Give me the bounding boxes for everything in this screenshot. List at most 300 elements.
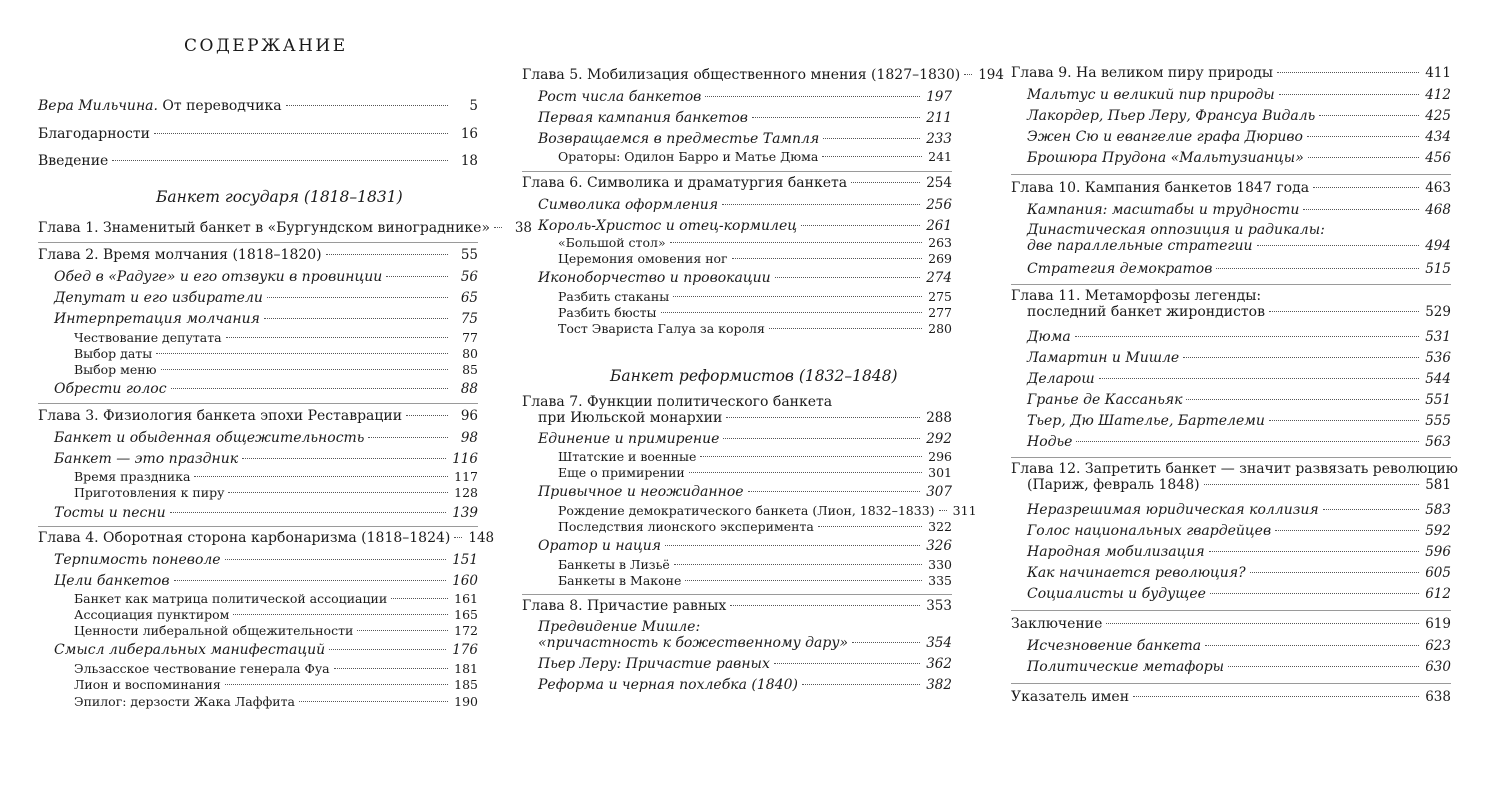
subsection-entry[interactable] [38, 677, 478, 692]
toc-entry-label: Неразрешимая юридическая коллизия [1027, 502, 1319, 518]
dot-leader [264, 318, 448, 319]
toc-entry-label: Смысл либеральных манифестаций [54, 642, 326, 658]
subsection-entry[interactable] [522, 251, 952, 266]
toc-page-number: 80 [462, 346, 478, 361]
chapter-entry[interactable] [1011, 180, 1451, 196]
toc-page-number: 531 [1425, 329, 1451, 345]
chapter-entry[interactable] [38, 408, 478, 424]
section-entry[interactable] [522, 270, 952, 286]
toc-entry-label: Тосты и песни [54, 505, 166, 521]
dot-leader [823, 138, 920, 139]
dot-leader [1279, 94, 1420, 95]
toc-entry-label: Брошюра Прудона «Мальтузианцы» [1027, 150, 1304, 166]
toc-entry-label: Пьер Леру: Причастие равных [538, 656, 770, 672]
dot-leader [769, 328, 922, 329]
toc-entry-label: Король-Христос и отец-кормилец [538, 218, 797, 234]
subsection-entry[interactable] [38, 469, 478, 484]
dot-leader [1183, 357, 1419, 358]
chapter-entry[interactable] [38, 247, 478, 263]
toc-page-number: 412 [1425, 87, 1451, 103]
dot-leader [674, 564, 922, 565]
toc-page-number: 335 [928, 573, 952, 588]
divider [1011, 610, 1451, 611]
subsection-entry[interactable] [38, 607, 478, 622]
section-entry[interactable] [38, 505, 478, 521]
toc-page-number: 411 [1425, 65, 1451, 81]
dot-leader [748, 491, 921, 492]
chapter-entry[interactable] [1011, 65, 1451, 81]
toc-entry-label: Церемония омовения ног [558, 251, 728, 266]
divider [38, 242, 478, 243]
subsection-entry[interactable] [522, 557, 952, 572]
toc-page-number: 468 [1425, 202, 1451, 218]
toc-entry-label: Стратегия демократов [1027, 261, 1213, 277]
toc-entry-label: От переводчика [157, 98, 282, 114]
section-entry[interactable] [1011, 129, 1451, 145]
toc-entry-label: Социалисты и будущее [1027, 586, 1206, 602]
section-entry[interactable] [1011, 544, 1451, 560]
dot-leader [326, 254, 448, 255]
toc-entry[interactable] [38, 126, 478, 142]
toc-page-number: 296 [928, 449, 952, 464]
toc-page-number: 382 [926, 677, 952, 693]
dot-leader [1075, 336, 1420, 337]
divider [38, 403, 478, 404]
toc-entry-label: Мальтус и великий пир природы [1027, 87, 1275, 103]
dot-leader [174, 580, 447, 581]
section-entry[interactable] [38, 642, 478, 658]
toc-entry-label: Рост числа банкетов [538, 89, 702, 105]
toc-entry-label: Тост Эвариста Галуа за короля [558, 321, 765, 336]
toc-entry-label: Глава 10. Кампания банкетов 1847 года [1011, 180, 1310, 196]
toc-entry-label: Глава 5. Мобилизация общественного мнения (1827–1830) [522, 67, 961, 83]
toc-entry-label: Банкет как матрица политической ассоциации [74, 591, 388, 606]
chapter-entry[interactable] [1011, 689, 1451, 705]
dot-leader [801, 225, 920, 226]
dot-leader [242, 458, 446, 459]
toc-page-number: 263 [928, 235, 952, 250]
toc-page-number: 96 [460, 408, 478, 424]
section-entry[interactable] [38, 451, 478, 467]
section-entry[interactable] [522, 89, 952, 105]
divider [522, 171, 952, 172]
toc-entry-label-continued: последний банкет жирондистов [1027, 304, 1265, 320]
subsection-entry[interactable] [38, 591, 478, 606]
chapter-entry[interactable] [1011, 288, 1451, 320]
section-entry[interactable] [1011, 202, 1451, 218]
section-entry[interactable] [522, 431, 952, 447]
toc-page-number: 605 [1425, 565, 1451, 581]
chapter-entry[interactable] [1011, 461, 1458, 493]
toc-entry-label: Исчезновение банкета [1027, 638, 1202, 654]
dot-leader [1204, 484, 1420, 485]
dot-leader [852, 642, 920, 643]
toc-page-number: 211 [926, 110, 952, 126]
toc-entry-label: Выбор меню [74, 362, 157, 377]
toc-page-number: 233 [926, 131, 952, 147]
toc-entry-label: Цели банкетов [54, 573, 170, 589]
toc-page-number: 128 [454, 485, 478, 500]
toc-page-number: 623 [1425, 638, 1451, 654]
chapter-entry[interactable] [1011, 616, 1451, 632]
toc-page-number: 85 [462, 362, 478, 377]
section-entry[interactable] [1011, 413, 1451, 429]
toc-entry-label: Возвращаемся в предместье Тампля [538, 131, 820, 147]
chapter-entry[interactable] [522, 394, 952, 426]
toc-entry-label: Заключение [1011, 616, 1103, 632]
dot-leader [1275, 530, 1419, 531]
toc-entry-label: Депутат и его избиратели [54, 290, 263, 306]
section-entry[interactable] [522, 218, 952, 234]
toc-page-number: 261 [926, 218, 952, 234]
toc-page-number: 38 [514, 220, 533, 236]
part-title: Банкет реформистов (1832–1848) [610, 367, 898, 385]
dot-leader [939, 510, 947, 511]
section-entry[interactable] [1011, 87, 1451, 103]
toc-page-number: 456 [1425, 150, 1451, 166]
section-entry[interactable] [1011, 108, 1451, 124]
toc-page-number: 536 [1425, 350, 1451, 366]
dot-leader [685, 580, 922, 581]
dot-leader [1303, 209, 1419, 210]
subsection-entry[interactable] [522, 149, 952, 164]
dot-leader [368, 437, 448, 438]
dot-leader [822, 156, 922, 157]
toc-entry-label: Глава 4. Оборотная сторона карбонаризма (1818–1824) [38, 530, 451, 546]
toc-page-number: 56 [460, 269, 478, 285]
subsection-entry[interactable] [38, 485, 478, 500]
dot-leader [494, 227, 502, 228]
toc-entry-label: Эльзасское чествование генерала Фуа [74, 661, 330, 676]
dot-leader [1313, 187, 1419, 188]
dot-leader [286, 105, 448, 106]
dot-leader [1319, 115, 1419, 116]
toc-page-number: 139 [452, 505, 478, 521]
toc-entry-label: Глава 1. Знаменитый банкет в «Бургундском винограднике» [38, 220, 491, 236]
dot-leader [156, 353, 448, 354]
dot-leader [225, 684, 448, 685]
dot-leader [661, 312, 922, 313]
toc-entry-label: Еще о примирении [558, 465, 685, 480]
toc-entry-label: Ораторы: Одилон Барро и Матье Дюма [558, 149, 819, 164]
dot-leader [1269, 420, 1419, 421]
toc-page-number: 596 [1425, 544, 1451, 560]
toc-entry-label: Политические метафоры [1027, 659, 1225, 675]
toc-page-number: 75 [460, 311, 478, 327]
toc-page-number: 311 [952, 503, 977, 518]
toc-entry-label: Голос национальных гвардейцев [1027, 523, 1272, 539]
subsection-entry[interactable] [38, 623, 478, 638]
toc-page-number: 190 [454, 694, 478, 709]
dot-leader [225, 559, 447, 560]
dot-leader [171, 388, 448, 389]
toc-entry-label-continued: (Париж, февраль 1848) [1027, 477, 1200, 493]
dot-leader [851, 182, 920, 183]
toc-entry-label-continued: две параллельные стратегии [1027, 238, 1253, 254]
toc-entry-label: «Большой стол» [558, 235, 666, 250]
dot-leader [391, 598, 448, 599]
toc-entry-label: Народная мобилизация [1027, 544, 1205, 560]
toc-page-number: 241 [928, 149, 952, 164]
dot-leader [723, 438, 920, 439]
toc-entry-label: Банкет — это праздник [54, 451, 239, 467]
section-entry[interactable] [1011, 523, 1451, 539]
section-entry[interactable] [38, 290, 478, 306]
toc-page-number: 292 [926, 431, 952, 447]
toc-entry-label: Терпимость поневоле [54, 552, 221, 568]
toc-entry-label: Чествование депутата [74, 330, 222, 345]
toc-entry-label: Как начинается революция? [1027, 565, 1246, 581]
toc-entry-label: Обед в «Радуге» и его отзвуки в провинции [54, 269, 383, 285]
section-entry[interactable] [1011, 371, 1451, 387]
toc-entry-label: Деларош [1027, 371, 1095, 387]
part-title: Банкет государя (1818–1831) [156, 188, 403, 206]
toc-page-number: 362 [926, 656, 952, 672]
page-title: СОДЕРЖАНИЕ [184, 36, 348, 56]
toc-entry-label: Эпилог: дерзости Жака Лаффита [74, 694, 295, 709]
section-entry[interactable] [1011, 329, 1451, 345]
subsection-entry[interactable] [522, 573, 952, 588]
dot-leader [1277, 72, 1419, 73]
section-entry[interactable] [522, 656, 952, 672]
toc-page-number: 116 [452, 451, 478, 467]
toc-entry-label: Гранье де Кассаньяк [1027, 392, 1183, 408]
section-entry[interactable] [522, 538, 952, 554]
dot-leader [154, 133, 448, 134]
toc-page-number: 619 [1425, 616, 1451, 632]
toc-page-number: 563 [1425, 434, 1451, 450]
subsection-entry[interactable] [38, 330, 478, 345]
toc-entry-label: Глава 3. Физиология банкета эпохи Реставрации [38, 408, 403, 424]
section-entry[interactable] [522, 484, 952, 500]
divider [1011, 174, 1451, 175]
dot-leader [267, 297, 448, 298]
section-entry[interactable] [38, 573, 478, 589]
dot-leader [1228, 666, 1419, 667]
section-entry[interactable] [38, 552, 478, 568]
toc-entry-label-continued: при Июльской монархии [538, 410, 723, 426]
toc-page-number: 583 [1425, 502, 1451, 518]
dot-leader [357, 630, 448, 631]
toc-page-number: 463 [1425, 180, 1451, 196]
author-name: Вера Мильчина. [38, 98, 158, 114]
section-entry[interactable] [522, 110, 952, 126]
toc-page-number: 322 [928, 519, 952, 534]
toc-entry-label: Разбить бюсты [558, 305, 657, 320]
toc-entry-label-continued: «причастность к божественному дару» [538, 635, 849, 651]
toc-page-number: 529 [1425, 304, 1451, 320]
toc-page-number: 280 [928, 321, 952, 336]
subsection-entry[interactable] [522, 289, 952, 304]
toc-entry-label: Приготовления к пиру [74, 485, 225, 500]
toc-page-number: 494 [1425, 238, 1451, 254]
section-entry[interactable] [522, 131, 952, 147]
toc-entry-label: Интерпретация молчания [54, 311, 260, 327]
section-entry[interactable] [1011, 261, 1451, 277]
toc-entry-label: Глава 7. Функции политического банкета [522, 394, 833, 410]
toc-entry-label: Иконоборчество и провокации [538, 270, 771, 286]
toc-entry-label: Оратор и нация [538, 538, 661, 554]
section-entry[interactable] [38, 311, 478, 327]
subsection-entry[interactable] [522, 519, 952, 534]
toc-page-number: 181 [454, 661, 478, 676]
toc-page-number: 274 [926, 270, 952, 286]
divider [38, 526, 478, 527]
section-entry[interactable] [1011, 565, 1451, 581]
toc-page-number: 434 [1425, 129, 1451, 145]
toc-entry-label: Нодье [1027, 434, 1073, 450]
toc-page-number: 5 [469, 98, 478, 114]
dot-leader [1307, 136, 1419, 137]
toc-entry[interactable] [38, 153, 478, 169]
toc-page-number: 88 [460, 381, 478, 397]
toc-page-number: 425 [1425, 108, 1451, 124]
dot-leader [226, 337, 448, 338]
toc-page-number: 581 [1425, 477, 1451, 493]
chapter-entry[interactable] [522, 67, 1004, 83]
chapter-entry[interactable] [522, 598, 952, 614]
section-entry[interactable] [1011, 150, 1451, 166]
toc-entry-label: Лакордер, Пьер Леру, Франсуа Видаль [1027, 108, 1316, 124]
section-entry[interactable] [1011, 638, 1451, 654]
toc-page-number: 151 [452, 552, 478, 568]
toc-page-number: 254 [926, 175, 952, 191]
toc-page-number: 161 [454, 591, 478, 606]
subsection-entry[interactable] [522, 449, 952, 464]
dot-leader [1250, 572, 1420, 573]
subsection-entry[interactable] [38, 694, 478, 709]
toc-entry-label: Династическая оппозиция и радикалы: [1027, 222, 1325, 238]
divider [1011, 284, 1451, 285]
dot-leader [1209, 551, 1420, 552]
dot-leader [334, 668, 448, 669]
subsection-entry[interactable] [38, 346, 478, 361]
toc-entry-label: Благодарности [38, 126, 150, 142]
toc-entry-label: Введение [38, 153, 109, 169]
dot-leader [700, 456, 922, 457]
section-entry[interactable] [522, 197, 952, 213]
toc-entry-label: Время праздника [74, 469, 191, 484]
chapter-entry[interactable] [522, 175, 952, 191]
dot-leader [233, 614, 448, 615]
toc-page-number: 98 [460, 430, 478, 446]
toc-entry-label: Предвидение Мишле: [538, 619, 701, 635]
toc-entry-label: Лион и воспоминания [74, 677, 221, 692]
toc-page-number: 117 [454, 469, 478, 484]
section-entry[interactable] [38, 381, 478, 397]
dot-leader [1076, 441, 1419, 442]
toc-page-number: 630 [1425, 659, 1451, 675]
dot-leader [299, 701, 448, 702]
subsection-entry[interactable] [38, 661, 478, 676]
toc-page-number: 194 [978, 67, 1004, 83]
toc-page-number: 172 [454, 623, 478, 638]
dot-leader [1210, 593, 1419, 594]
dot-leader [964, 74, 972, 75]
section-entry[interactable] [1011, 502, 1451, 518]
dot-leader [170, 512, 447, 513]
toc-page-number: 288 [926, 410, 952, 426]
toc-page-number: 555 [1425, 413, 1451, 429]
dot-leader [386, 276, 448, 277]
dot-leader [406, 415, 448, 416]
toc-page-number: 354 [926, 635, 952, 651]
dot-leader [194, 476, 448, 477]
toc-page-number: 185 [454, 677, 478, 692]
toc-entry-label: Штатские и военные [558, 449, 697, 464]
section-entry[interactable] [1011, 659, 1451, 675]
dot-leader [1186, 399, 1419, 400]
subsection-entry[interactable] [522, 305, 952, 320]
toc-page-number: 160 [452, 573, 478, 589]
toc-entry-label: Кампания: масштабы и трудности [1027, 202, 1300, 218]
section-entry[interactable] [1011, 392, 1451, 408]
toc-entry-label: Глава 12. Запретить банкет — значит развязать революцию [1011, 461, 1458, 477]
section-entry[interactable] [1011, 222, 1451, 254]
toc-page-number: 269 [928, 251, 952, 266]
toc-entry-label: Выбор даты [74, 346, 153, 361]
dot-leader [722, 204, 920, 205]
toc-page-number: 165 [454, 607, 478, 622]
toc-entry-label: Первая кампания банкетов [538, 110, 748, 126]
toc-entry-label: Символика оформления [538, 197, 719, 213]
toc-entry-label: Ламартин и Мишле [1027, 350, 1180, 366]
dot-leader [329, 649, 446, 650]
subsection-entry[interactable] [522, 321, 952, 336]
subsection-entry[interactable] [522, 465, 952, 480]
toc-page-number: 197 [926, 89, 952, 105]
section-entry[interactable] [1011, 350, 1451, 366]
dot-leader [454, 537, 462, 538]
dot-leader [1308, 157, 1419, 158]
subsection-entry[interactable] [38, 362, 478, 377]
toc-entry-label: Привычное и неожиданное [538, 484, 744, 500]
chapter-entry[interactable] [38, 220, 533, 236]
toc-page-number: 65 [460, 290, 478, 306]
dot-leader [730, 605, 920, 606]
toc-page-number: 330 [928, 557, 952, 572]
dot-leader [161, 369, 449, 370]
toc-entry-label: Банкеты в Лизьё [558, 557, 670, 572]
subsection-entry[interactable] [522, 503, 977, 518]
toc-entry-label: Указатель имен [1011, 689, 1130, 705]
toc-entry-label: Глава 9. На великом пиру природы [1011, 65, 1274, 81]
dot-leader [112, 160, 448, 161]
toc-page-number: 275 [928, 289, 952, 304]
toc-page-number: 515 [1425, 261, 1451, 277]
dot-leader [670, 242, 922, 243]
section-entry[interactable] [1011, 434, 1451, 450]
section-entry[interactable] [1011, 586, 1451, 602]
toc-page-number: 55 [460, 247, 478, 263]
toc-entry-label: Рождение демократического банкета (Лион, 1832–1833) [558, 503, 935, 518]
toc-page-number: 277 [928, 305, 952, 320]
dot-leader [1216, 268, 1419, 269]
dot-leader [726, 417, 920, 418]
chapter-entry[interactable] [38, 530, 495, 546]
section-entry[interactable] [522, 677, 952, 693]
dot-leader [1099, 378, 1420, 379]
toc-entry-label: Реформа и черная похлебка (1840) [538, 677, 798, 693]
section-entry[interactable] [38, 430, 478, 446]
dot-leader [705, 96, 920, 97]
section-entry[interactable] [522, 619, 952, 651]
subsection-entry[interactable] [522, 235, 952, 250]
toc-entry-label: Банкеты в Маконе [558, 573, 682, 588]
toc-entry[interactable] [38, 98, 478, 114]
section-entry[interactable] [38, 269, 478, 285]
toc-entry-label: Глава 8. Причастие равных [522, 598, 727, 614]
